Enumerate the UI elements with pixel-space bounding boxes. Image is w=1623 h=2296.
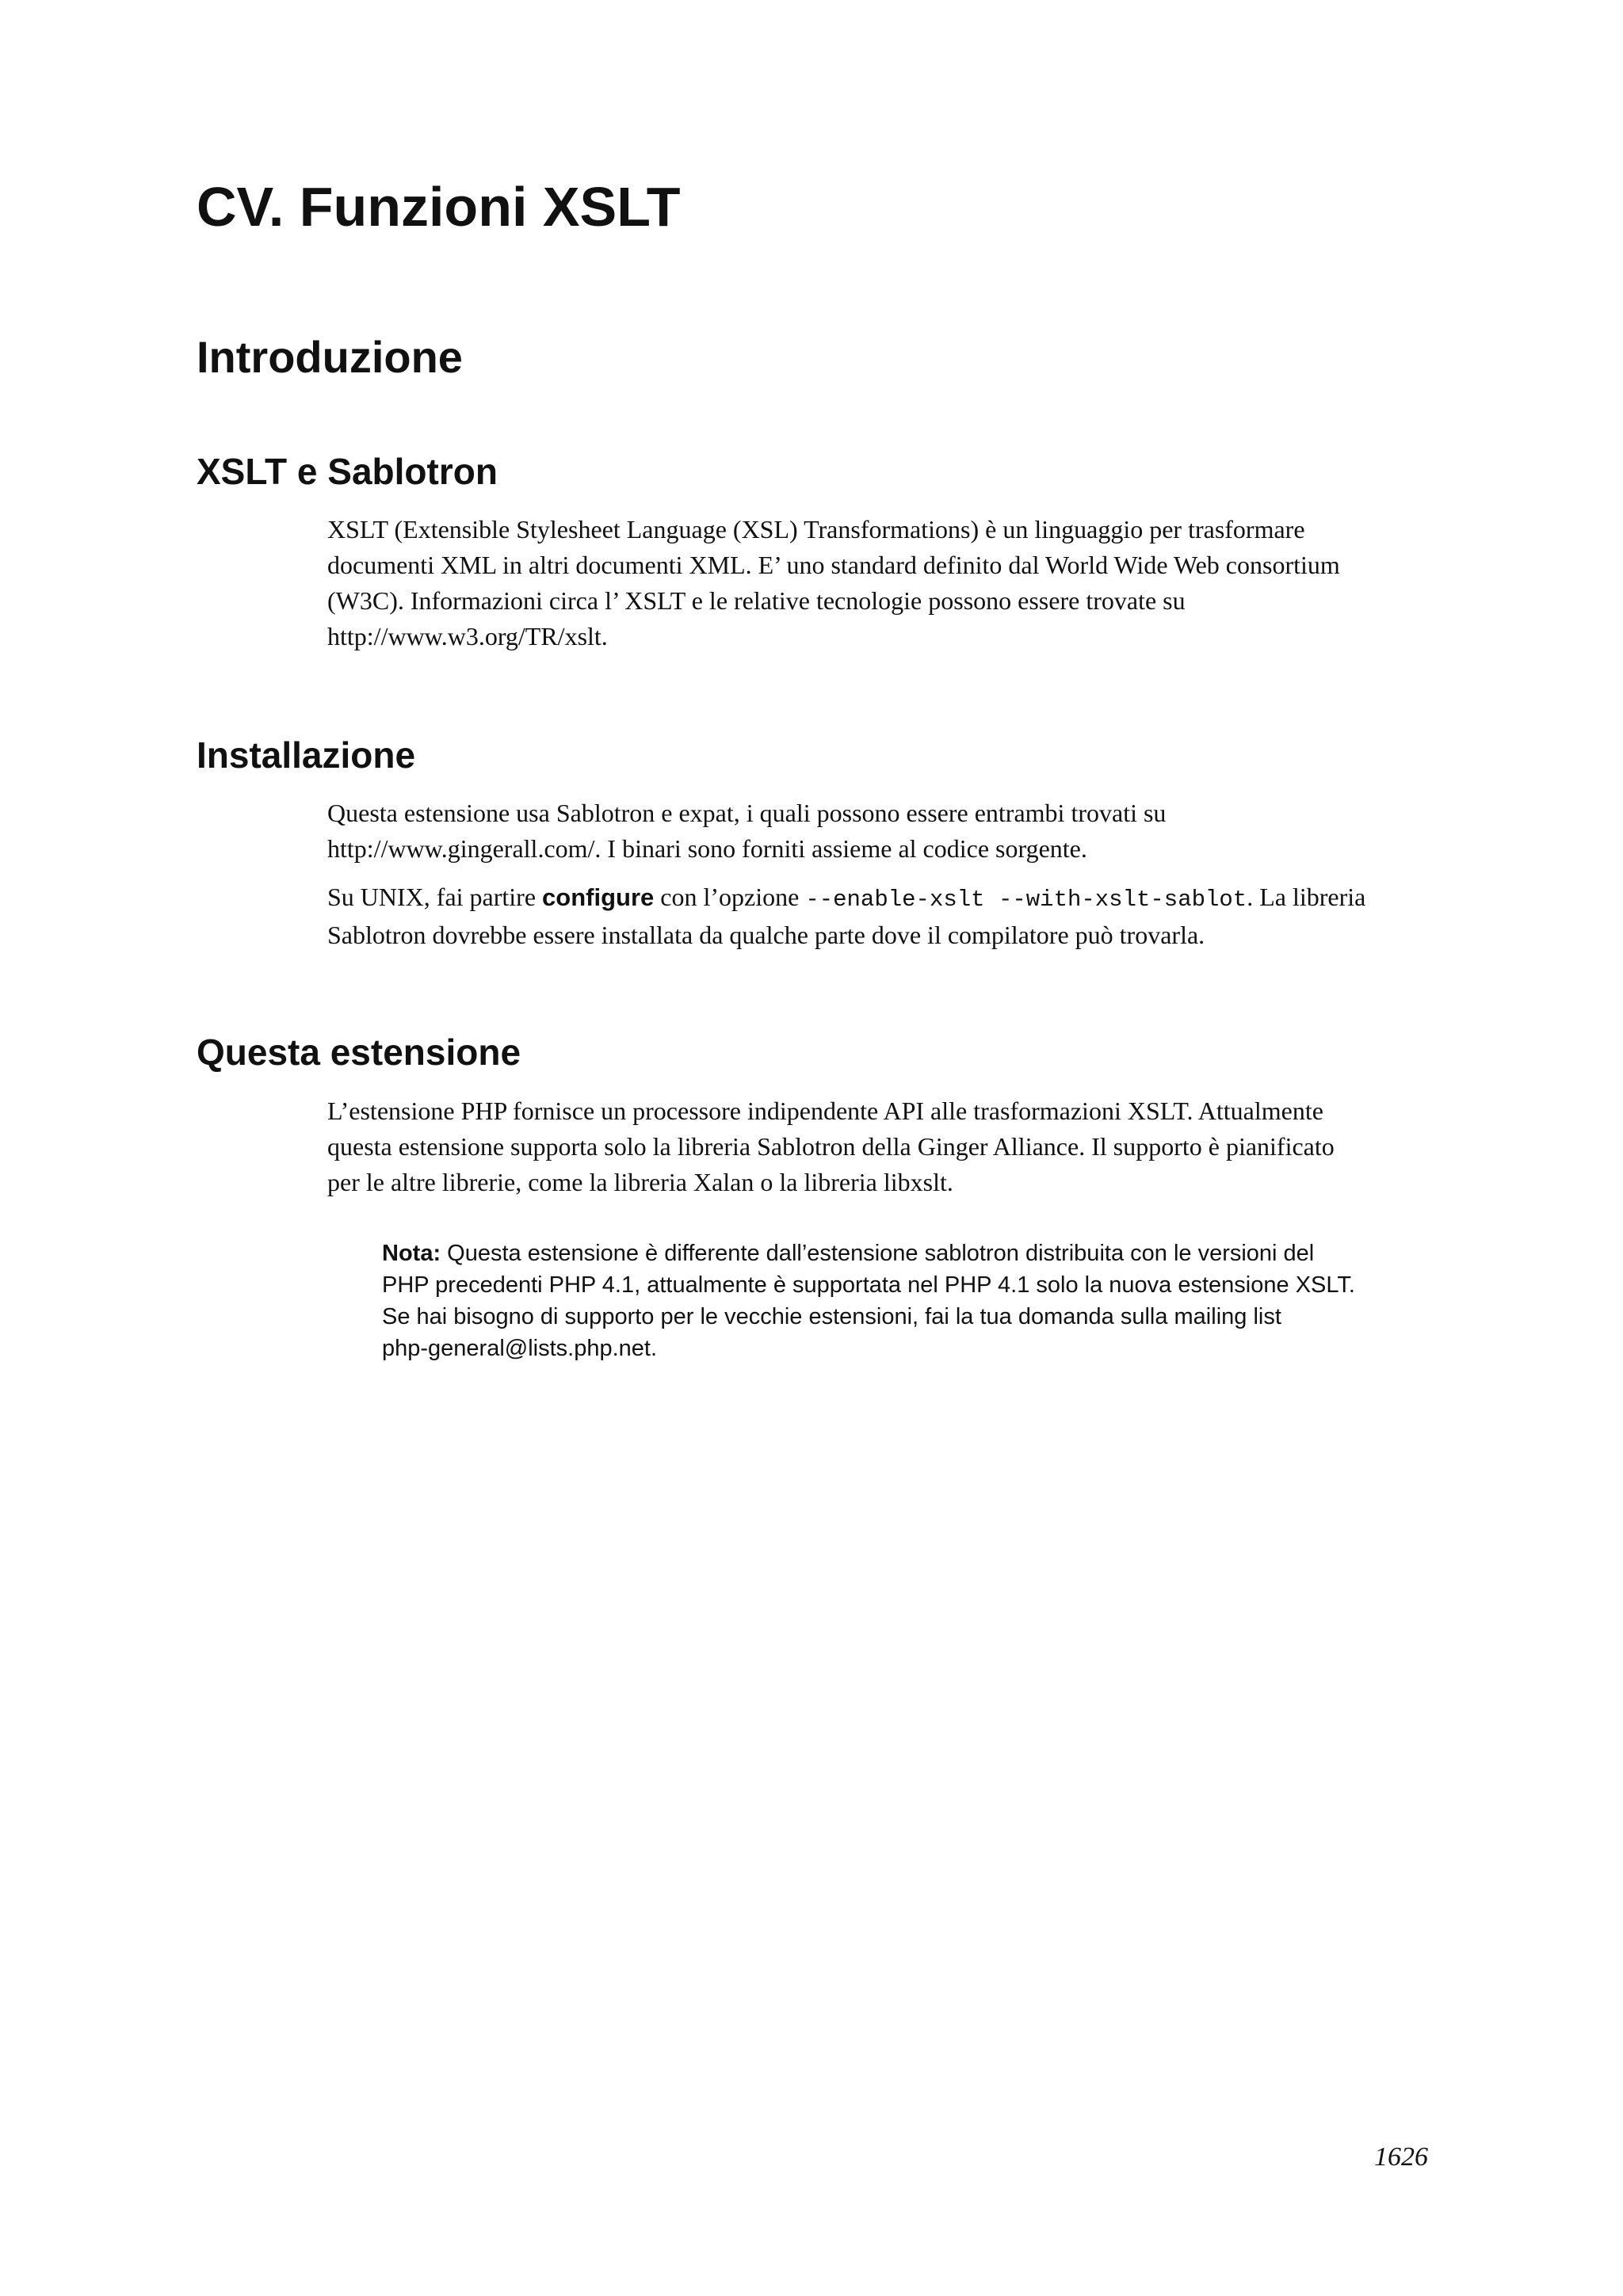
paragraph-line: XSLT (Extensible Stylesheet Language (XSL) Transformations) è un linguaggio per trasformare bbox=[327, 515, 1305, 543]
note-line: Se hai bisogno di supporto per le vecchie estensioni, fai la tua domanda sulla mailing list bbox=[382, 1304, 1281, 1329]
note-line: PHP precedenti PHP 4.1, attualmente è supportata nel PHP 4.1 solo la nuova estensione XSLT. bbox=[382, 1272, 1355, 1298]
note-line: php-general@lists.php.net. bbox=[382, 1336, 658, 1361]
text-run: Su UNIX, fai partire bbox=[327, 883, 543, 911]
chapter-title: CV. Funzioni XSLT bbox=[197, 176, 681, 238]
text-run: Questa estensione è differente dall’estensione sablotron distribuita con le versioni del bbox=[441, 1241, 1315, 1266]
note-line bbox=[382, 1238, 1460, 1269]
subsection-title-installazione: Installazione bbox=[197, 734, 416, 776]
paragraph-line: http://www.w3.org/TR/xslt. bbox=[327, 622, 608, 650]
paragraph-line: http://www.gingerall.com/. I binari sono forniti assieme al codice sorgente. bbox=[327, 834, 1087, 863]
paragraph-line bbox=[327, 879, 1437, 917]
paragraph-line: documenti XML in altri documenti XML. E’ uno standard definito dal World Wide Web consortium bbox=[327, 551, 1340, 579]
paragraph-line: Questa estensione usa Sablotron e expat, i quali possono essere entrambi trovati su bbox=[327, 799, 1167, 827]
paragraph-line: (W3C). Informazioni circa l’ XSLT e le relative tecnologie possono essere trovate su bbox=[327, 586, 1186, 615]
section-title-introduzione: Introduzione bbox=[197, 332, 463, 382]
text-run: con l’opzione bbox=[654, 883, 806, 911]
text-run: . La libreria bbox=[1247, 883, 1366, 911]
installazione-paragraph-1 bbox=[327, 795, 1437, 867]
configure-options: --enable-xslt --with-xslt-sablot bbox=[805, 887, 1247, 913]
subsection-title-questa-estensione: Questa estensione bbox=[197, 1032, 521, 1073]
installazione-paragraph-2 bbox=[327, 879, 1437, 953]
paragraph-line: per le altre librerie, come la libreria Xalan o la libreria libxslt. bbox=[327, 1168, 953, 1196]
configure-command: configure bbox=[542, 883, 655, 911]
paragraph-line: L’estensione PHP fornisce un processore indipendente API alle trasformazioni XSLT. Attualmente bbox=[327, 1097, 1323, 1125]
page-number: 1626 bbox=[1374, 2142, 1428, 2172]
xslt-sablotron-paragraph bbox=[327, 512, 1437, 654]
paragraph-line: Sablotron dovrebbe essere installata da qualche parte dove il compilatore può trovarla. bbox=[327, 921, 1205, 949]
note-label: Nota: bbox=[382, 1241, 441, 1266]
paragraph-line: questa estensione supporta solo la libreria Sablotron della Ginger Alliance. Il supporto è pianificato bbox=[327, 1132, 1335, 1161]
note-block bbox=[382, 1238, 1460, 1364]
questa-estensione-paragraph bbox=[327, 1093, 1437, 1200]
subsection-title-xslt-sablotron: XSLT e Sablotron bbox=[197, 451, 498, 492]
